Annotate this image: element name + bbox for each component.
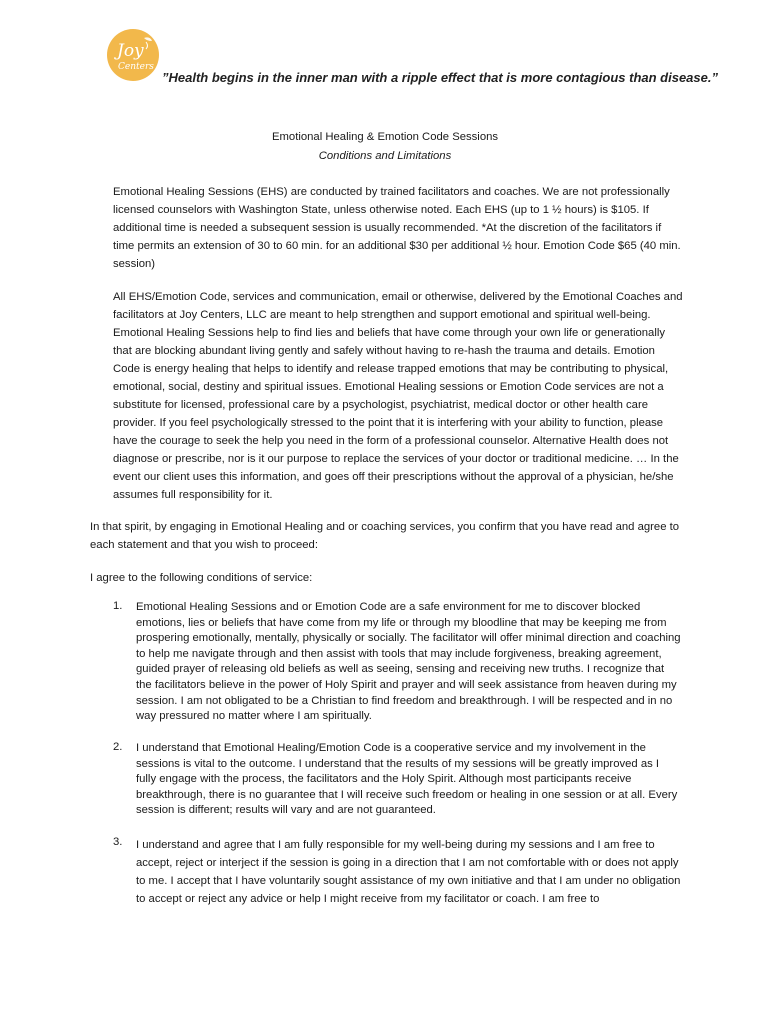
- condition-number: 2.: [113, 741, 123, 753]
- svg-text:Joy: Joy: [117, 41, 144, 61]
- condition-text: I understand and agree that I am fully responsible for my well-being during my sessions and I am free to accept, reject or interject if the session is going in a direction that I am not comfortable with or does not apply to me. I accept that I have voluntarily sought assistance of my own initiative and that I am under no obligation to accept or reject any advice or help I might receive from my facilitator or coach. I am free to: [136, 839, 681, 905]
- condition-text: Emotional Healing Sessions and or Emotion Code are a safe environment for me to discover blocked emotions, lies or beliefs that have come from my life or through my bloodline that may be keeping me from prospering emotionally, mentally, physically or socially. The facilitator will offer minimal direction and coaching to help me navigate through and then assist with tools that may include forgiveness, breaking agreement, guided prayer of releasing old beliefs as well as seeing, sensing and receiving new truths. I recognize that the facilitators believe in the power of Holy Spirit and prayer and will seek assistance from heaven during my session. I am not obligated to be a Christian to find freedom and breakthrough. I will be respected and in no way pressured no matter where I am spiritually.: [136, 601, 681, 723]
- condition-text: I understand that Emotional Healing/Emotion Code is a cooperative service and my involvement in the sessions is vital to the outcome. I understand that the results of my sessions will be greatly improved as I fully engage with the process, the facilitators and the Holy Spirit. Although most participants receive breakthrough, there is no guarantee that I will receive such freedom or healing in one session or at all. Every session is different; results will vary and are not guaranteed.: [136, 742, 678, 817]
- agreement-paragraph: In that spirit, by engaging in Emotional Healing and or coaching services, you confirm that you have read and agree to each statement and that you wish to proceed:: [90, 521, 680, 551]
- intro-paragraph: Emotional Healing Sessions (EHS) are conducted by trained facilitators and coaches. We are not professionally licensed counselors with Washington State, unless otherwise noted. Each EHS (up to 1 ½ hours) is $105. If additional time is needed a subsequent session is usually recommended. *At the discretion of the facilitators if time permits an extension of 30 to 60 min. for an additional $30 per additional ½ hour. Emotion Code $65 (40 min. session): [113, 186, 681, 270]
- header-quote: ”Health begins in the inner man with a ripple effect that is more contagious than disease.”: [162, 70, 718, 85]
- condition-number: 3.: [113, 836, 123, 848]
- document-subtitle: Conditions and Limitations: [318, 150, 452, 162]
- svg-text:Centers: Centers: [118, 62, 154, 72]
- conditions-intro: I agree to the following conditions of service:: [90, 572, 313, 584]
- services-paragraph: All EHS/Emotion Code, services and communication, email or otherwise, delivered by the Emotional Coaches and facilitators at Joy Centers, LLC are meant to help strengthen and support emotional and spiritual well-being. Emotional Healing Sessions help to find lies and beliefs that have come through your own life or generationally that are blocking abundant living gently and safely without having to re-hash the trauma and details. Emotion Code is energy healing that helps to identify and release trapped emotions that may be contributing to physical, emotional, social, destiny and spiritual issues. Emotional Healing sessions or Emotion Code services are not a substitute for licensed, professional care by a psychologist, psychiatrist, medical doctor or other health care provider. If you feel psychologically stressed to the point that it is interfering with your ability to function, please have the courage to seek the help you need in the form of a professional counselor. Alternative Health does not diagnose or prescribe, nor is it our purpose to replace the services of your doctor or traditional medicine. … In the event our client uses this information, and goes off their prescriptions without the approval of a physician, he/she assumes full responsibility for it.: [113, 291, 683, 501]
- condition-number: 1.: [113, 600, 123, 612]
- joy-centers-logo: [106, 28, 160, 82]
- document-title: Emotional Healing & Emotion Code Sessions: [271, 131, 499, 143]
